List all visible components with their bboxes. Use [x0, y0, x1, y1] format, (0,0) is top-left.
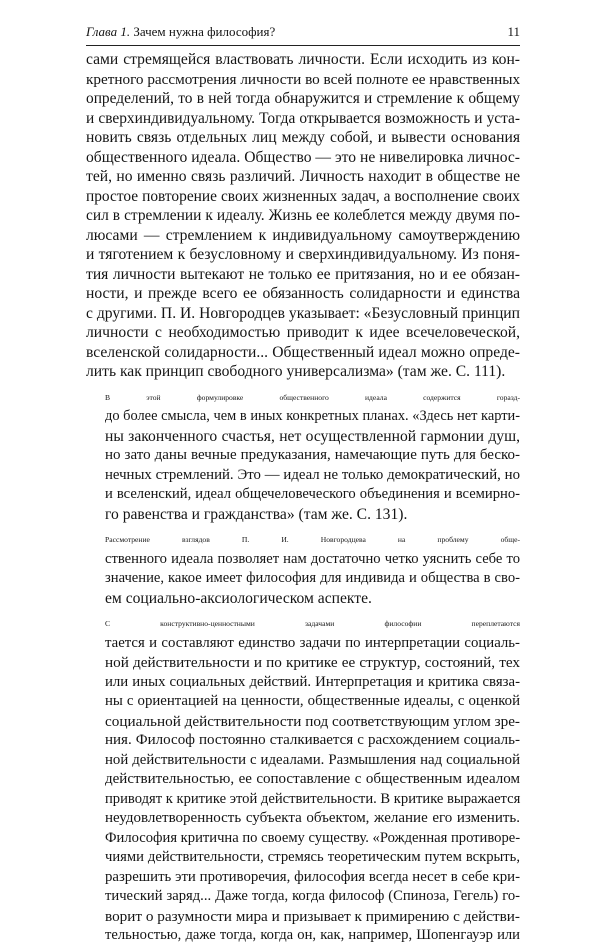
paragraph-4 — [86, 614, 520, 946]
text-line: и вселенский, идеал общечеловеческого объединения и всемирно- — [105, 486, 520, 502]
text-line: ности, и прежде всего ее обязанность солидарности и единства — [86, 285, 520, 302]
paragraph-1 — [86, 50, 520, 382]
text-line: сил в стремлении к идеалу. Жизнь ее колеблется между двумя по- — [86, 207, 520, 224]
text-line: ны законченного счастья, нет осуществленной гармонии душ, — [105, 427, 520, 445]
text-line: Рассмотрение взглядов П. И. Новгородцева на проблему обще- — [105, 535, 520, 544]
text-line: вселенской солидарности... Общественный идеал можно опреде- — [86, 343, 520, 361]
text-line: ворит о разумности мира и призывает к примирению с действи- — [105, 907, 520, 925]
text-line: кретного рассмотрения личности во всей полноте ее нравственных — [86, 70, 521, 88]
text-line: действительностью, ее сопоставление с общественным идеалом — [105, 771, 520, 787]
text-line: тия личности вытекают не только ее притязания, но и ее обязан- — [86, 265, 520, 283]
text-line: чиями действительности, стремясь теоретическим путем вскрыть, — [105, 849, 520, 865]
text-line: и тяготением к безусловному и сверхиндивидуальному. Из поня- — [86, 246, 520, 263]
text-line: с другими. П. И. Новгородцев указывает: «Безусловный принцип — [86, 304, 520, 322]
text-line: приводят к критике этой действительности. В критике выражается — [105, 790, 521, 807]
chapter-title: Зачем нужна философия? — [133, 24, 276, 39]
text-line: социальной действительности под соответствующим углом зре- — [105, 712, 520, 730]
text-line: и сверхиндивидуальному. Тогда открывается возможность и уста- — [86, 109, 520, 127]
text-line: простое повторение своих жизненных задач, а восполнение своих — [86, 187, 520, 205]
text-line: неудовлетворенность субъекта объектом, желание его изменить. — [105, 810, 520, 826]
text-line: общественного идеала. Общество — это не нивелировка личнос- — [86, 148, 520, 166]
text-line: нечных стремлений. Это — идеал не только демократический, но — [105, 466, 520, 483]
header-rule — [86, 45, 520, 46]
text-line: но зато даны вечные предуказания, намечающие путь для беско- — [105, 447, 520, 463]
text-line: разрешить эти противоречия, философия всегда несет в себе кри- — [105, 868, 520, 885]
text-line: В этой формулировке общественного идеала содержится горазд- — [105, 392, 520, 402]
text-line: го равенства и гражданства» (там же. С. 131). — [105, 505, 408, 523]
text-line: тей, но именно связь различий. Личность находит в обществе не — [86, 168, 520, 185]
paragraph-2 — [86, 388, 520, 525]
text-line: тельностью, даже тогда, когда он, как, например, Шопенгауэр или — [105, 927, 520, 943]
text-line: до более смысла, чем в иных конкретных планах. «Здесь нет карти- — [105, 408, 520, 424]
text-line: новить связь отдельных лиц между собой, и вывести основания — [86, 129, 520, 146]
text-line: или иных социальных действий. Интерпретация и критика связа- — [105, 673, 520, 690]
text-line: ем социально-аксиологическом аспекте. — [105, 589, 372, 607]
paragraph-3 — [86, 530, 520, 608]
text-line: личности с необходимостью приводит к идее всечеловеческой, — [86, 324, 520, 341]
text-line: ной действительности с идеалами. Размышления над социальной — [105, 751, 520, 768]
text-line: Философия критична по своему существу. «Рожденная противоре- — [105, 829, 521, 846]
running-header — [86, 22, 520, 44]
text-line: ны с ориентацией на ценности, общественные идеалы, с оценкой — [105, 693, 520, 709]
text-line: люсами — стремлением к индивидуальному самоутверждению — [86, 226, 520, 244]
text-line: ственного идеала позволяет нам достаточно четко уяснить себе то — [105, 550, 520, 567]
text-line: определений, то в ней тогда обнаружится и стремление к общему — [86, 90, 520, 107]
text-line: ния. Философ постоянно сталкивается с расхождением социаль- — [105, 732, 520, 748]
body-text — [86, 50, 520, 946]
text-line: тический заряд... Даже тогда, когда философ (Спиноза, Гегель) го- — [105, 888, 520, 904]
text-line: С конструктивно-ценностными задачами философии переплетаются — [105, 619, 520, 628]
text-line: сами стремящейся властвовать личности. Если исходить из кон- — [86, 51, 520, 68]
text-line: тается и составляют единство задачи по интерпретации социаль- — [105, 634, 520, 651]
chapter-heading — [86, 22, 275, 42]
chapter-label: Глава 1. — [86, 24, 131, 39]
page-number: 11 — [507, 24, 520, 39]
text-line: ной действительности и по критике ее структур, состояний, тех — [105, 654, 520, 671]
text-line: значение, какое имеет философия для индивида и общества в сво- — [105, 570, 520, 586]
text-line: лить как принцип свободного универсализма» (там же. С. 111). — [86, 363, 506, 380]
